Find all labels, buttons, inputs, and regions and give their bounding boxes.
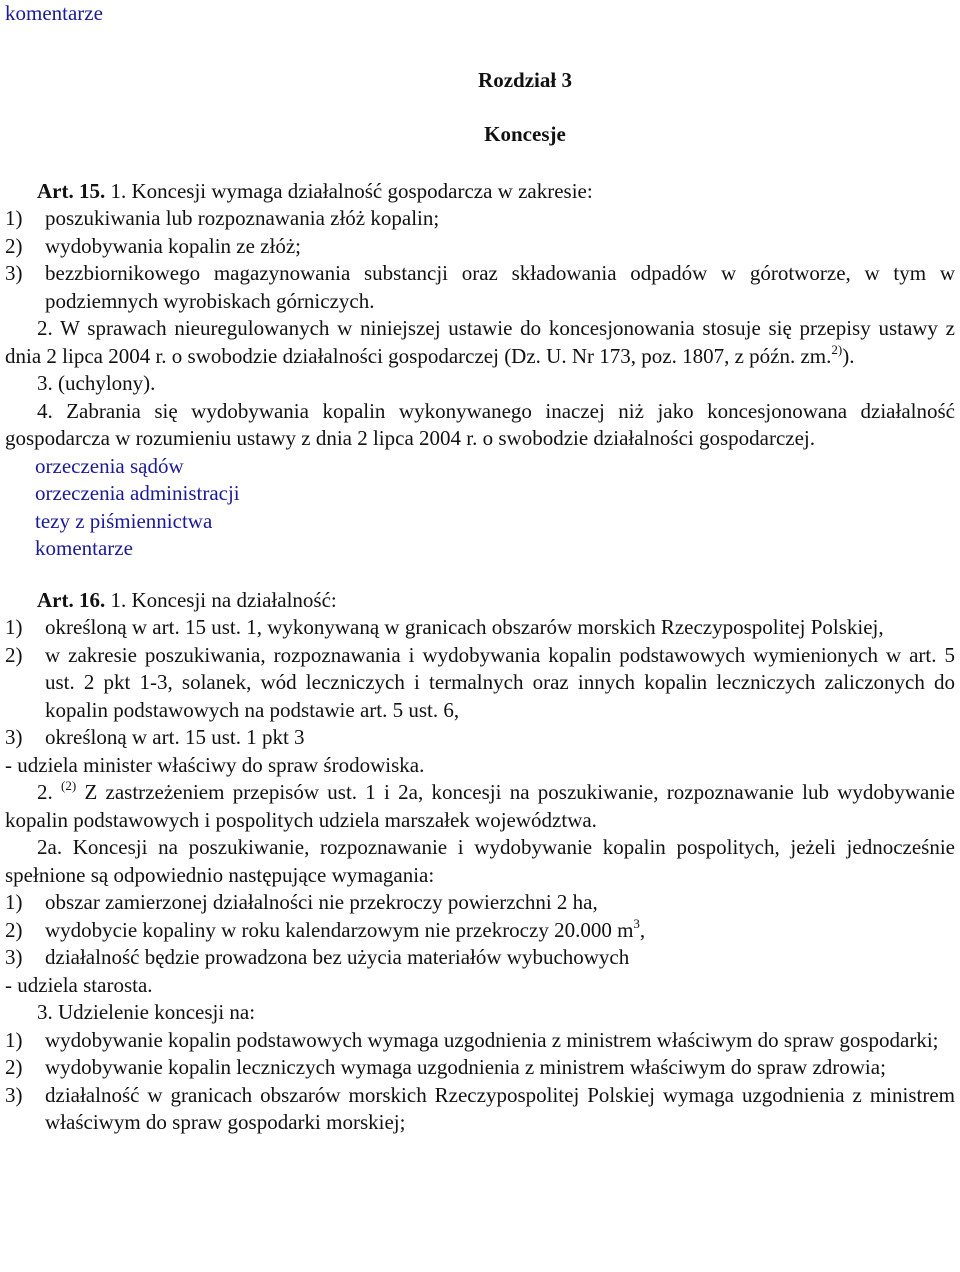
chapter-number: Rozdział 3 [478, 67, 572, 92]
art16-p1-text: Koncesji na działalność: [131, 587, 337, 612]
art16-p3-num: 3. [37, 1000, 53, 1024]
item-number: 1) [5, 890, 23, 914]
art15-p4 [5, 398, 955, 453]
list-item [5, 205, 955, 233]
item-text-end: , [639, 917, 646, 942]
art15-p1 [5, 178, 955, 206]
art16-p1-end: - udziela minister właściwy do spraw środowiska. [5, 752, 425, 777]
list-item [5, 260, 955, 315]
art15-p1-text: Koncesji wymaga działalność gospodarcza w zakresie: [131, 178, 593, 203]
item-text: obszar zamierzonej działalności nie przekroczy powierzchni 2 ha, [45, 890, 598, 914]
item-text: bezzbiornikowego magazynowania substancji oraz składowania odpadów w górotworze, w tym w podziemnych wyrobiskach górniczych. [45, 261, 955, 313]
art16-p2a-num: 2a. [37, 835, 63, 859]
list-item [5, 889, 955, 917]
link-komentarze[interactable]: komentarze [35, 536, 133, 560]
list-item [5, 944, 955, 972]
item-number: 3) [5, 1082, 23, 1107]
art15-p2-num: 2. [37, 316, 53, 340]
item-text: działalność w granicach obszarów morskich Rzeczypospolitej Polskiej wymaga uzgodnienia z ministrem właściwym do spraw gospodarki morskiej; [45, 1082, 955, 1134]
superscript: 3 [633, 915, 640, 931]
link-orzeczenia-sadow[interactable]: orzeczenia sądów [35, 453, 184, 478]
footnote-ref[interactable]: 2) [831, 341, 843, 357]
chapter-title: Koncesje [484, 122, 566, 146]
item-number: 3) [5, 725, 23, 749]
item-text: wydobywanie kopalin podstawowych wymaga uzgodnienia z ministrem właściwym do spraw gospodarki; [45, 1027, 939, 1052]
art15-p4-text: Zabrania się wydobywania kopalin wykonywanego inaczej niż jako koncesjonowana działalność gospodarcza w rozumieniu ustawy z dnia 2 lipca 2004 r. o swobodzie działalności gospodarczej. [5, 398, 955, 450]
item-number: 2) [5, 642, 23, 667]
art15-p2-text: W sprawach nieuregulowanych w niniejszej ustawie do koncesjonowania stosuje się przepisy ustawy z dnia 2 lipca 2004 r. o swobodzie działalności gospodarczej (Dz. U. Nr 173, poz. 1807, z późn. zm. [5, 316, 955, 368]
art16-p2a-text: Koncesji na poszukiwanie, rozpoznawanie i wydobywanie kopalin pospolitych, jeżeli jednocześnie spełnione są odpowiednio następujące wymagania: [5, 835, 955, 887]
list-item [5, 614, 955, 642]
art16-p2-num: 2. [37, 780, 53, 804]
item-text: wydobywanie kopalin leczniczych wymaga uzgodnienia z ministrem właściwym do spraw zdrowia; [45, 1055, 886, 1079]
list-item [5, 1027, 955, 1055]
list-item [5, 233, 955, 261]
art16-p2a-end: - udziela starosta. [5, 972, 153, 997]
art16-p1-num: 1. [110, 587, 127, 612]
list-item [5, 724, 955, 752]
art16-p3 [5, 999, 955, 1027]
art16-p2-text: Z zastrzeżeniem przepisów ust. 1 i 2a, koncesji na poszukiwanie, rozpoznawanie lub wydobywanie kopalin podstawowych i pospolitych udziela marszałek województwa. [5, 780, 956, 832]
art15-p3-num: 3. [37, 371, 53, 395]
item-text: wydobywania kopalin ze złóż; [45, 233, 301, 258]
document-page [5, 0, 955, 1137]
art15-p4-num: 4. [37, 398, 53, 423]
art15-p3-text: (uchylony). [58, 371, 156, 395]
link-tezy[interactable]: tezy z piśmiennictwa [35, 508, 213, 533]
item-number: 3) [5, 945, 23, 969]
item-number: 1) [5, 615, 23, 639]
art16-p1 [5, 587, 955, 615]
item-number: 2) [5, 1055, 23, 1079]
item-text: poszukiwania lub rozpoznawania złóż kopalin; [45, 206, 440, 230]
item-text: w zakresie poszukiwania, rozpoznawania i wydobywania kopalin podstawowych wymienionych w art. 5 ust. 2 pkt 1-3, solanek, wód leczniczych i termalnych oraz innych kopalin leczniczych zaliczonych do kopalin podstawowych na podstawie art. 5 ust. 6, [45, 642, 955, 722]
item-number: 2) [5, 233, 23, 258]
item-number: 1) [5, 206, 23, 230]
footnote-ref[interactable]: (2) [61, 778, 77, 793]
item-text-main: wydobycie kopaliny w roku kalendarzowym nie przekroczy 20.000 m [45, 917, 634, 942]
art16-label: Art. 16. [37, 587, 106, 612]
item-number: 2) [5, 917, 23, 942]
art16-p3-text: Udzielenie koncesji na: [58, 1000, 256, 1024]
item-text [45, 917, 955, 945]
item-text: działalność będzie prowadzona bez użycia materiałów wybuchowych [45, 945, 630, 969]
link-komentarze-top[interactable]: komentarze [5, 1, 103, 25]
art16-p2 [5, 779, 955, 834]
art16-p2a [5, 834, 955, 889]
item-number: 1) [5, 1027, 23, 1052]
art15-p2-end: ). [842, 343, 855, 368]
list-item [5, 1082, 955, 1137]
link-orzeczenia-administracji[interactable]: orzeczenia administracji [35, 481, 240, 505]
art15-p2 [5, 315, 955, 370]
item-text: określoną w art. 15 ust. 1, wykonywaną w granicach obszarów morskich Rzeczypospolitej Polskiej, [45, 615, 884, 639]
art15-p1-num: 1. [110, 178, 127, 203]
list-item [5, 642, 955, 725]
list-item [5, 1054, 955, 1082]
list-item [5, 917, 955, 945]
item-text: określoną w art. 15 ust. 1 pkt 3 [45, 725, 305, 749]
art15-label: Art. 15. [37, 178, 106, 203]
art15-p3 [5, 370, 955, 398]
item-number: 3) [5, 261, 23, 285]
